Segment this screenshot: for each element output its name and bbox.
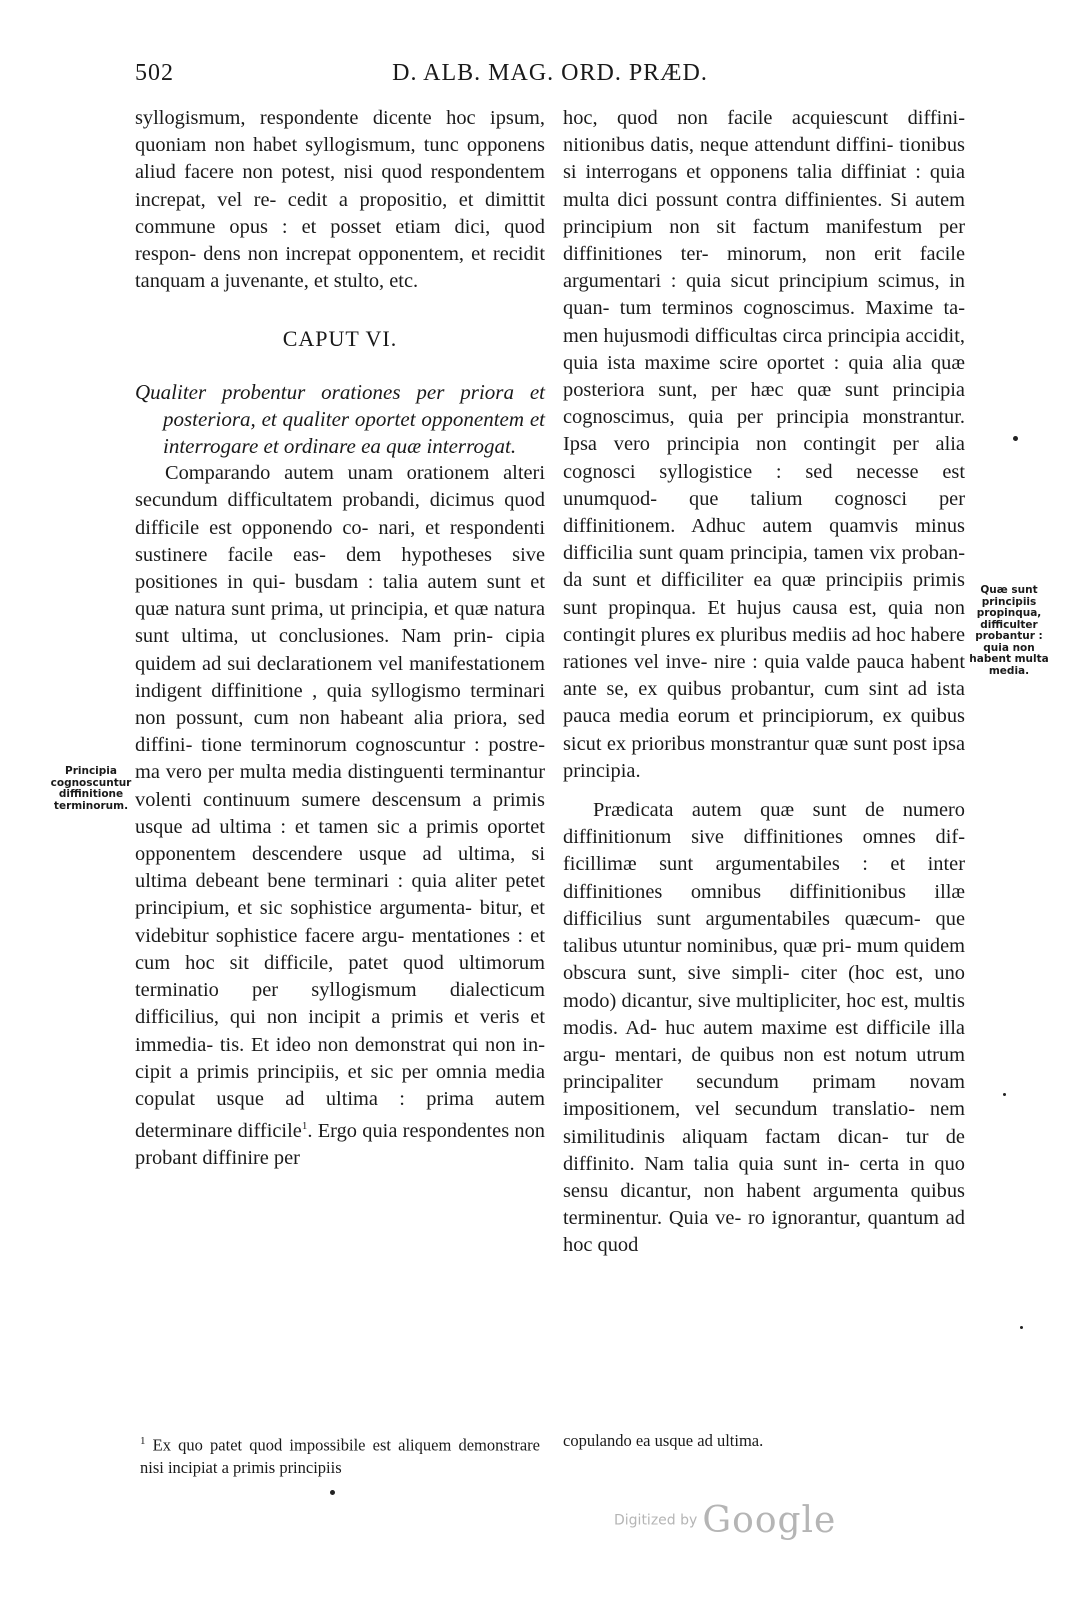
text-line: tis. Et ideo non demonstrat qui non in- (219, 1033, 545, 1056)
text-line: Comparando autem unam orationem (165, 462, 490, 485)
text-line: nem similitudinis aliquam factam dican- (563, 1098, 965, 1148)
footnote-text: Ex quo patet quod impossibile est aliquem demonstrare nisi incipiat a primis principiis (140, 1435, 540, 1477)
text-line: primis sunt propinqua. Et hujus causa (563, 569, 965, 619)
text-line: tanquam a juvenante, et stulto, etc. (135, 270, 419, 293)
text-line: media copulat usque ad ultima : prima (135, 1060, 545, 1110)
text-line: mentari, de quibus non est notum utrum (614, 1043, 965, 1066)
text-line: Prædicata autem quæ sunt de numero (593, 799, 965, 822)
margin-note-left: Principia cognoscuntur diffinitione terminorum. (50, 765, 132, 812)
text-line: men hujusmodi difficultas circa principia (563, 324, 901, 347)
text-line: cipit a primis principiis, et sic per omnia (135, 1060, 487, 1083)
text-line: que talibus utuntur nominibus, quæ pri- (563, 907, 965, 958)
text-line: citer (hoc est, uno modo) dicantur, sive (563, 962, 965, 1012)
digitization-watermark (614, 1500, 836, 1541)
text-line: tum terminos cognoscimus. Maxime ta- (619, 297, 965, 320)
ink-speck (1003, 1093, 1006, 1096)
text-line: debeant bene terminari : quia aliter petet (195, 870, 545, 893)
footnote-right: copulando ea usque ad ultima. (563, 1431, 764, 1450)
page-number: 502 (135, 60, 174, 86)
text-line: descendere usque ad ultima, si ultima (135, 843, 545, 893)
text-line: descensum a primis usque ad ultima : et (135, 788, 545, 838)
text-line: mum quidem obscura sunt, sive simpli- (563, 935, 965, 985)
text-line: ex quibus probantur, cum sint ad ista (638, 678, 965, 701)
ink-speck (1020, 1326, 1023, 1329)
text-line: dem hypotheses sive positiones in qui- (135, 543, 545, 594)
text-line: quibus sicut ex prioribus monstrantur (563, 705, 965, 755)
footnote-marker: 1 (140, 1435, 146, 1447)
text-line: principia non contingit per alia cognosci (563, 433, 965, 483)
margin-note-right: Quæ sunt principiis propinqua, difficulter probantur : quia non habent multa media. (969, 584, 1049, 677)
page-header (135, 60, 965, 100)
text-line: mediis ad hoc habere rationes vel inve- (563, 623, 965, 674)
right-column (563, 105, 965, 1260)
paragraph (135, 105, 545, 295)
text-line: multipliciter, hoc est, multis modis. Ad- (563, 989, 965, 1039)
text-line: huc autem maxime est difficile illa argu- (563, 1016, 965, 1066)
text-line: quæ sunt principia cognoscimus, quia (563, 379, 965, 429)
text-line: hoc, quod non facile acquiescunt diffini- (563, 107, 965, 129)
text-line: nire : quia valde pauca habent ante se, (563, 651, 965, 701)
chapter-title: CAPUT VI. (282, 326, 398, 352)
text-line: diffinitionum sive diffinitiones omnes dif- (563, 826, 965, 849)
text-line: sunt prima, ut principia, et quæ natura (231, 598, 545, 621)
text-line: da sunt et difficiliter ea quæ principiis (563, 569, 903, 592)
text-line: terminantur volenti continuum sumere (135, 761, 545, 811)
watermark-prefix: Digitized by (614, 1512, 698, 1529)
text-line: syllogismum, respondente dicente hoc (135, 107, 476, 129)
text-line: tunc opponens aliud facere non potest, (135, 134, 545, 184)
text-line: principaliter secundum primam novam (563, 1071, 965, 1094)
paragraph (563, 797, 965, 1259)
text-line: que talium cognosci per diffinitionem. (563, 487, 965, 538)
text-line: est, quia non contingit plures ex pluribus (563, 596, 965, 646)
paragraph (135, 460, 545, 1172)
text-line: patet quod ultimorum terminatio per (135, 951, 545, 1002)
text-line: opus : et posset etiam dici, quod respon- (135, 215, 545, 266)
text-line: difficilius sunt argumentabiles quæcum- (563, 907, 921, 930)
text-line: quia sicut principium scimus, in quan- (563, 270, 965, 320)
text-line: argumenta quibus terminentur. Quia ve- (563, 1179, 965, 1230)
ink-speck (330, 1490, 335, 1495)
text-line: quæ sunt post ipsa principia. (563, 732, 965, 782)
text-line: certa in quo sensu dicantur, non habent (563, 1152, 965, 1202)
left-column (135, 105, 545, 1172)
text-line: alteri secundum difficultatem probandi, (135, 462, 545, 512)
google-logo: Google (702, 1500, 837, 1541)
text-line: ficillimæ sunt argumentabiles : et inter (563, 853, 965, 876)
text-line: sunt quam principia, tamen vix proban- (638, 542, 965, 565)
text-line: dens non increpat opponentem, et recidit (203, 243, 545, 266)
text-line: tionibus si interrogans et opponens talia (563, 134, 965, 184)
running-head: D. ALB. MAG. ORD. PRÆD. (392, 60, 708, 86)
text-line: nitionibus datis, neque attendunt diffini- (563, 134, 894, 157)
text-line: ma vero per multa media distinguenti (135, 761, 445, 784)
text-line: principium, et sic sophistice argumenta- (135, 897, 472, 920)
text-line: tamen sic a primis oportet opponentem (135, 815, 545, 866)
ink-speck (1013, 436, 1018, 441)
text-line: mentationes : et cum hoc sit difficile, (135, 924, 545, 974)
text-line: impositionem, vel secundum translatio- (563, 1098, 916, 1121)
paragraph (563, 105, 965, 785)
text-line: tur de diffinito. Nam talia quia sunt in- (563, 1125, 965, 1175)
text-line: diffinitiones omnibus diffinitionibus illæ (563, 880, 965, 903)
text-line: tione terminorum cognoscuntur : postre- (201, 734, 545, 757)
text-line: busdam : talia autem sunt et quæ natura (135, 571, 545, 621)
text-line: accidit, quia ista maxime scire oportet : (563, 324, 965, 374)
footnote-reference: 1 (301, 1120, 308, 1133)
text-fragment: . Ergo quia (307, 1119, 398, 1142)
text-line: pauca media eorum et principiorum, ex (563, 705, 902, 728)
text-line: diffiniat : quia multa dici possunt contra (563, 161, 965, 211)
text-line: minorum, non erit facile argumentari : (563, 243, 965, 293)
text-line: bitur, et videbitur sophistice facere argu- (135, 897, 545, 947)
footnote-left (140, 1430, 540, 1479)
text-line: syllogismum dialecticum difficilius, qui (135, 979, 545, 1029)
text-line: nisi quod respondentem increpat, vel re- (135, 161, 545, 211)
text-line: factum manifestum per diffinitiones ter- (563, 215, 965, 266)
text-line: autem determinare difficile (135, 1087, 545, 1142)
text-line: quia alia quæ posteriora sunt, per hæc (563, 351, 965, 402)
text-line: sunt ultima, ut conclusiones. Nam prin- (135, 625, 494, 648)
text-line: ipsum, quoniam non habet syllogismum, (135, 107, 545, 157)
text-line: respondentes non probant diffinire per (135, 1119, 545, 1170)
text-line: cedit a propositio, et dimittit commune (135, 188, 546, 238)
text-line: quia syllogismo terminari non possunt, (135, 679, 545, 730)
text-line: manifestationem indigent diffinitione , (135, 652, 545, 702)
text-line: cum non habeant alia priora, sed diffini- (135, 707, 545, 757)
text-line: Adhuc autem quamvis minus difficilia (563, 515, 965, 565)
text-line: syllogistice : sed necesse est unumquod- (563, 460, 965, 510)
text-line: per principia monstrantur. Ipsa vero (563, 406, 965, 456)
text-line: dicimus quod difficile est opponendo co- (135, 489, 545, 539)
text-line: diffinientes. Si autem principium non sit (563, 188, 965, 238)
text-line: cipia quidem ad sui declarationem vel (135, 625, 545, 675)
text-line: non incipit a primis et veris et immedia- (135, 1006, 545, 1056)
text-line: ro ignorantur, quantum ad hoc quod (563, 1207, 965, 1257)
text-line: nari, et respondenti sustinere facile eas- (135, 516, 545, 566)
chapter-summary: Qualiter probentur orationes per priora et posteriora, et qualiter oportet opponentem et interrogare et ordinare ea quæ interrogat. (135, 379, 545, 459)
